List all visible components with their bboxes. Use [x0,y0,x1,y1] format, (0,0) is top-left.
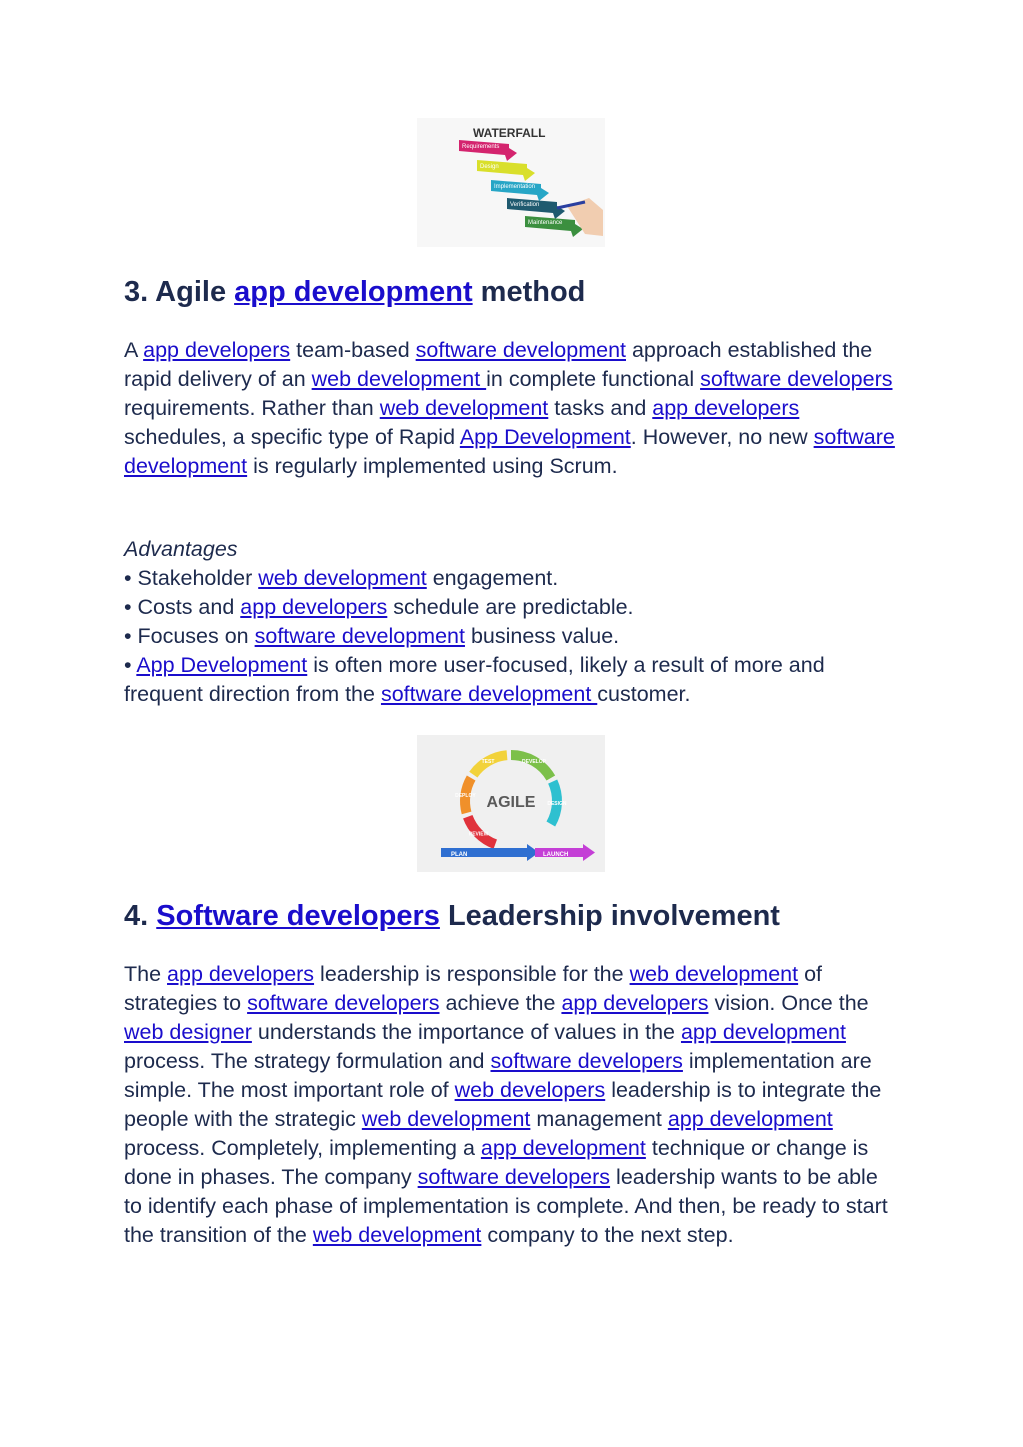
section3-heading-link[interactable]: app development [234,276,473,308]
inline-link[interactable]: app developers [240,595,388,619]
waterfall-step-label: Verification [510,202,540,208]
waterfall-step-label: Design [480,164,499,170]
section3-heading-rest: method [472,276,586,308]
inline-link[interactable]: web development [629,962,799,986]
body-text: • Costs and [124,595,241,619]
section4-heading-link[interactable]: Software developers [156,900,440,932]
section4-body [124,960,899,1250]
section3-paragraph [124,336,899,481]
inline-link[interactable]: web development [361,1107,531,1131]
agile-stage-label: DEVELOP [522,759,546,766]
body-text: . However, no new [630,425,814,449]
body-text: A [124,338,144,362]
agile-stage-label: DEPLOY [455,792,476,799]
inline-link[interactable]: software development [380,682,598,706]
section3-body [124,336,899,481]
body-text: engagement. [426,566,559,590]
inline-link[interactable]: app development [680,1020,846,1044]
inline-link[interactable]: software developers [417,1165,611,1189]
section4-number: 4. [124,900,157,932]
waterfall-illustration [417,118,605,247]
inline-link[interactable]: software development [254,624,465,648]
body-text: • Focuses on [124,624,255,648]
inline-link[interactable]: App Development [459,425,631,449]
inline-link[interactable]: software development [124,425,895,478]
inline-link[interactable]: web designer [124,1020,252,1044]
agile-figure [417,735,605,872]
body-text: requirements. Rather than [124,396,380,420]
body-text: • [124,653,137,677]
section3-number: 3. Agile [124,276,235,308]
body-text: leadership is to integrate the people with the strategic [124,1078,882,1131]
advantage-item [124,622,899,651]
body-text: is often more user-focused, likely a result of more and frequent direction from the [124,653,825,706]
body-text: is regularly implemented using Scrum. [247,454,618,478]
inline-link[interactable]: web development [258,566,427,590]
inline-link[interactable]: web developers [454,1078,606,1102]
inline-link[interactable]: app developers [652,396,800,420]
inline-link[interactable]: web development [311,367,487,391]
inline-link[interactable]: app developers [561,991,709,1015]
section4-heading-rest: Leadership involvement [439,900,780,932]
agile-stage-label: DESIGN [547,801,567,808]
body-text: understands the importance of values in the [251,1020,681,1044]
body-text: process. Completely, implementing a [124,1136,481,1160]
advantages-list [124,564,899,709]
body-text: leadership wants to be able to identify each phase of implementation is complete. And then, be ready to start the transition of the [124,1165,888,1247]
body-text: in complete functional [486,367,701,391]
advantage-item [124,564,899,593]
body-text: schedule are predictable. [387,595,634,619]
body-text: customer. [597,682,691,706]
waterfall-step-label: Requirements [462,144,500,150]
advantage-item [124,593,899,622]
inline-link[interactable]: software developers [700,367,893,391]
body-text: schedules, a specific type of Rapid [124,425,460,449]
body-text: achieve the [439,991,562,1015]
body-text: approach established the rapid delivery of an [124,338,873,391]
body-text: • Stakeholder [124,566,259,590]
waterfall-figure [417,118,605,247]
body-text: The [124,962,168,986]
section4-paragraph [124,960,899,1250]
inline-link[interactable]: app developers [143,338,291,362]
body-text: technique or change is done in phases. The company [124,1136,869,1189]
inline-link[interactable]: software developers [490,1049,683,1073]
waterfall-step-label: Implementation [494,184,536,190]
body-text: of strategies to [124,962,823,1015]
body-text: business value. [464,624,620,648]
agile-stage-launch: LAUNCH [543,852,569,858]
waterfall-step-label: Maintenance [528,220,563,226]
agile-cycle-illustration [417,735,605,872]
agile-center-label: AGILE [486,794,536,811]
inline-link[interactable]: web development [379,396,549,420]
body-text: management [530,1107,668,1131]
advantages-block [124,535,899,709]
agile-stage-label: REVIEW [468,831,489,838]
body-text: leadership is responsible for the [314,962,630,986]
body-text: team-based [290,338,416,362]
agile-stage-plan: PLAN [451,852,468,858]
agile-stage-label: TEST [481,759,495,766]
inline-link[interactable]: app developers [167,962,315,986]
body-text: tasks and [548,396,653,420]
inline-link[interactable]: web development [312,1223,482,1247]
inline-link[interactable]: software developers [247,991,440,1015]
inline-link[interactable]: app development [480,1136,646,1160]
body-text: company to the next step. [481,1223,734,1247]
waterfall-title: WATERFALL [473,126,546,140]
advantages-title: Advantages [124,537,238,561]
inline-link[interactable]: App Development [136,653,308,677]
body-text: vision. Once the [708,991,869,1015]
body-text: process. The strategy formulation and [124,1049,491,1073]
inline-link[interactable]: app development [667,1107,833,1131]
section4-heading [124,900,780,933]
inline-link[interactable]: software development [415,338,626,362]
section3-heading [124,276,585,309]
body-text: implementation are simple. The most important role of [124,1049,872,1102]
advantage-item [124,651,899,709]
